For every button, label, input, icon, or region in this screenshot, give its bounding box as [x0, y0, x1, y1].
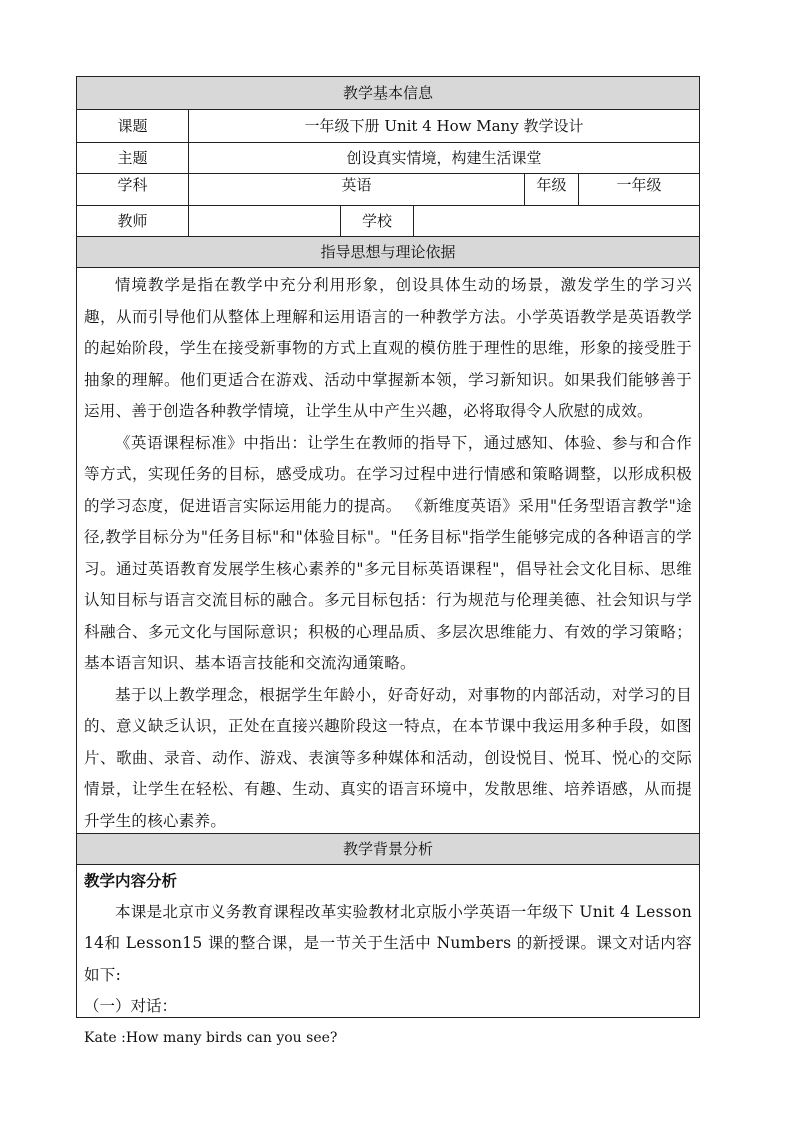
guidance-paragraph-3: 基于以上教学理念，根据学生年龄小，好奇好动，对事物的内部活动，对学习的目的、意义缺乏认识，正处在直接兴趣阶段这一特点，在本节课中我运用多种手段，如图片、歌曲、录音、动作、游戏、表演等多种媒体和活动，创设悦目、悦耳、悦心的交际情景，让学生在轻松、有趣、生动、真实的语言环境中，发散思维、培养语感，从而提升学生的核心素养。 [84, 685, 692, 830]
guidance-paragraph-2: 《英语课程标准》中指出：让学生在教师的指导下，通过感知、体验、参与和合作等方式，实现任务的目标，感受成功。在学习过程中进行情感和策略调整，以形成积极的学习态度，促进语言实际运用能力的提高。 《新维度英语》采用"任务型语言教学"途径,教学目标分为"任务目标"和"体验目标"。"任务目标"指学生能够完成的各种语言的学习。通过英语教育发展学生核心素养的"多元目标英语课程"，倡导社会文化目标、思维认知目标与语言交流目标的融合。多元目标包括：行为规范与伦理美德、社会知识与学科融合、多元文化与国际意识；积极的心理品质、多层次思维能力、有效的学习策略；基本语言知识、基本语言技能和交流沟通策略。 [84, 433, 692, 672]
content-analysis-title: 教学内容分析 [84, 871, 178, 890]
background-header-text: 教学背景分析 [342, 840, 433, 858]
theme-row [77, 143, 699, 174]
guidance-header [77, 237, 699, 268]
theme-value: 创设真实情境，构建生活课堂 [346, 149, 542, 167]
guidance-body [77, 268, 699, 834]
theme-label: 主题 [77, 143, 189, 173]
school-label: 学校 [341, 206, 414, 236]
basic-info-header-text: 教学基本信息 [342, 84, 433, 102]
grade-label: 年级 [525, 174, 579, 205]
lesson-plan-table [76, 76, 700, 1046]
course-value: 一年级下册 Unit 4 How Many 教学设计 [304, 117, 584, 135]
content-analysis-paragraph: 本课是北京市义务教育课程改革实验教材北京版小学英语一年级下 Unit 4 Lesson 14和 Lesson15 课的整合课，是一节关于生活中 Numbers 的新授课。课文对话内容如下: [84, 902, 692, 984]
course-row [77, 110, 699, 143]
grade-value: 一年级 [616, 176, 662, 194]
guidance-header-text: 指导思想与理论依据 [320, 243, 456, 261]
teacher-value [189, 206, 341, 236]
basic-info-header [77, 77, 699, 110]
teacher-label: 教师 [77, 206, 189, 236]
course-label: 课题 [77, 110, 189, 142]
subject-row [77, 174, 699, 206]
background-header [77, 834, 699, 865]
background-body [77, 865, 699, 1046]
school-value [414, 206, 699, 236]
subject-label: 学科 [77, 174, 189, 205]
subject-value: 英语 [189, 174, 525, 205]
dialogue-label: （一）对话： [84, 997, 178, 1015]
teacher-row [77, 206, 699, 237]
dialogue-line: Kate :How many birds can you see? [84, 1029, 338, 1046]
guidance-paragraph-1: 情境教学是指在教学中充分利用形象，创设具体生动的场景，激发学生的学习兴趣，从而引导他们从整体上理解和运用语言的一种教学方法。小学英语教学是英语教学的起始阶段，学生在接受新事物的方式上直观的模仿胜于理性的思维，形象的接受胜于抽象的理解。他们更适合在游戏、活动中掌握新本领，学习新知识。如果我们能够善于运用、善于创造各种教学情境，让学生从中产生兴趣，必将取得令人欣慰的成效。 [84, 276, 692, 420]
